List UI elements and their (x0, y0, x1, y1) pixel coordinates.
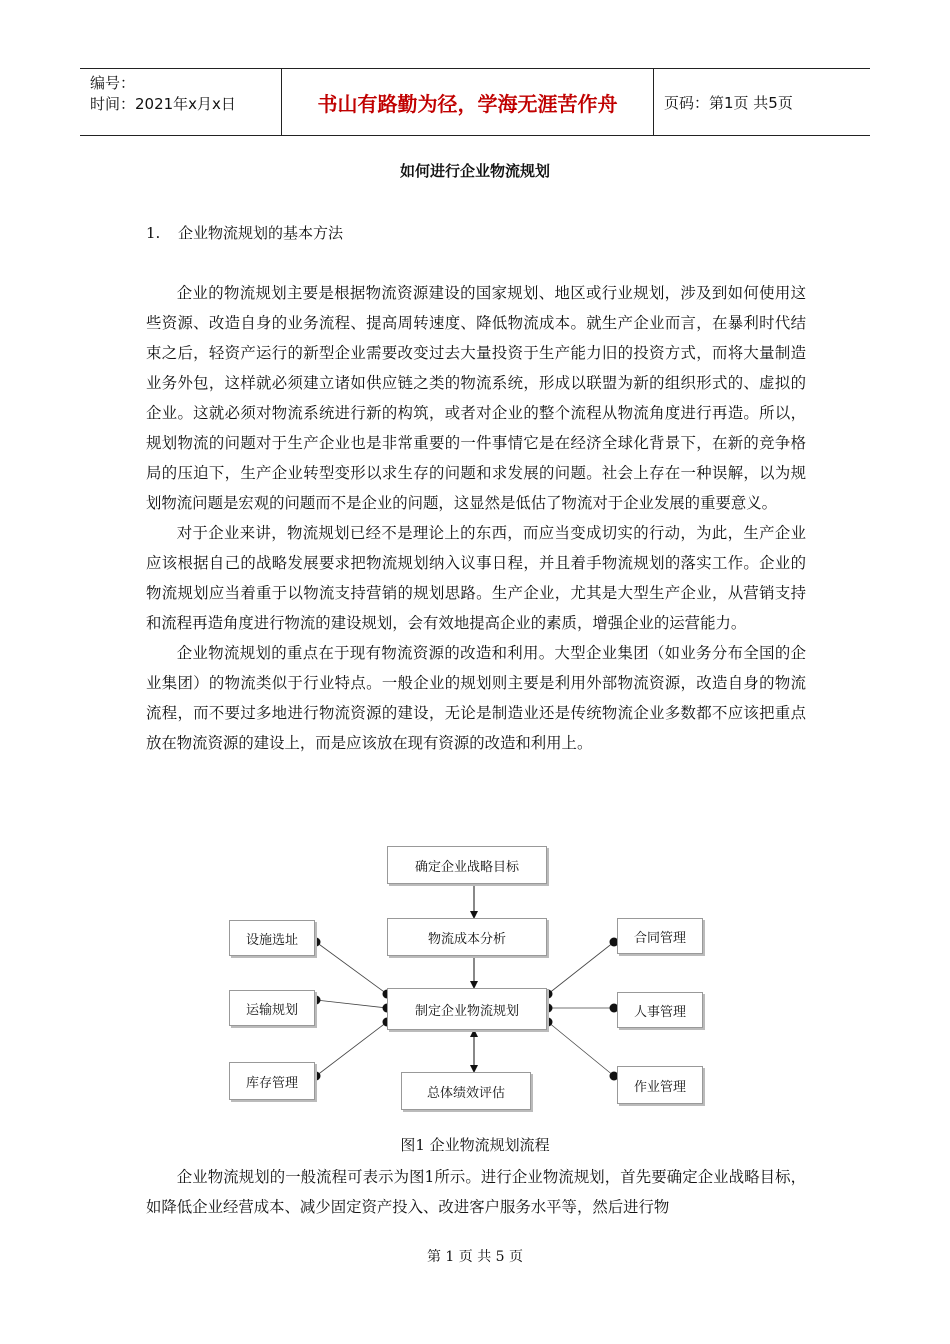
page-footer: 第 1 页 共 5 页 (426, 1249, 524, 1265)
document-number-label: 编号： (90, 74, 136, 92)
document-title: 如何进行企业物流规划 (399, 162, 550, 180)
paragraph: 企业的物流规划主要是根据物流资源建设的国家规划、地区或行业规划，涉及到如何使用这些资源、改造自身的业务流程、提高周转速度、降低物流成本。就生产企业而言，在暴利时代结束之后，轻资产运行的新型企业需要改变过去大量投资于生产能力旧的投资方式，而将大量制造业务外包，这样就必须建立诸如供应链之类的物流系统，形成以联盟为新的组织形式的、虚拟的企业。这就必须对物流系统进行新的构筑，或者对企业的整个流程从物流角度进行再造。所以，规划物流的问题对于生产企业也是非常重要的一件事情它是在经济全球化背景下，在新的竞争格局的压迫下，生产企业转型变形以求生存的问题和求发展的问题。社会上存在一种误解，以为规划物流问题是宏观的问题而不是企业的问题，这显然是低估了物流对于企业发展的重要意义。 (146, 284, 806, 512)
paragraph: 对于企业来讲，物流规划已经不是理论上的东西，而应当变成切实的行动，为此，生产企业应该根据自己的战略发展要求把物流规划纳入议事日程，并且着手物流规划的落实工作。企业的物流规划应当着重于以物流支持营销的规划思路。生产企业，尤其是大型生产企业，从营销支持和流程再造角度进行物流的建设规划，会有效地提高企业的素质，增强企业的运营能力。 (146, 524, 806, 632)
node-strategy-goal: 确定企业战略目标 (387, 846, 547, 884)
paragraph: 企业物流规划的一般流程可表示为图1所示。进行企业物流规划，首先要确定企业战略目标，如降低企业经营成本、减少固定资产投入、改进客户服务水平等，然后进行物 (146, 1168, 806, 1216)
section-number: 1. (146, 224, 161, 242)
connector-transport (316, 1000, 387, 1008)
node-cost-analysis: 物流成本分析 (387, 918, 547, 956)
connector-operations (548, 1022, 614, 1076)
document-date: 时间：2021年x月x日 (90, 95, 236, 113)
node-logistics-planning: 制定企业物流规划 (387, 988, 547, 1030)
header-page-info: 页码：第1页 共5页 (664, 93, 793, 112)
body-text (146, 278, 806, 758)
node-inventory-management: 库存管理 (229, 1062, 315, 1100)
node-performance-evaluation: 总体绩效评估 (401, 1072, 531, 1110)
header-meta (80, 69, 282, 135)
figure-caption: 图1 企业物流规划流程 (400, 1136, 550, 1154)
connector-site (316, 942, 387, 994)
node-operations-management: 作业管理 (617, 1066, 703, 1104)
section-title: 企业物流规划的基本方法 (178, 224, 344, 242)
body-text-continued (146, 1162, 806, 1222)
connector-contract (548, 942, 614, 994)
flowchart (0, 838, 950, 1123)
connector-inventory (316, 1022, 387, 1076)
node-transport-planning: 运输规划 (229, 990, 315, 1026)
paragraph: 企业物流规划的重点在于现有物流资源的改造和利用。大型企业集团（如业务分布全国的企业集团）的物流类似于行业特点。一般企业的规划则主要是利用外部物流资源，改造自身的物流流程，而不要过多地进行物流资源的建设，无论是制造业还是传统物流企业多数都不应该把重点放在物流资源的建设上，而是应该放在现有资源的改造和利用上。 (146, 644, 806, 752)
node-facility-location: 设施选址 (229, 920, 315, 956)
node-contract-management: 合同管理 (617, 918, 703, 954)
node-hr-management: 人事管理 (617, 992, 703, 1028)
section-heading (146, 222, 343, 243)
header-motto: 书山有路勤为径，学海无涯苦作舟 (282, 69, 654, 135)
header-table (80, 68, 870, 136)
